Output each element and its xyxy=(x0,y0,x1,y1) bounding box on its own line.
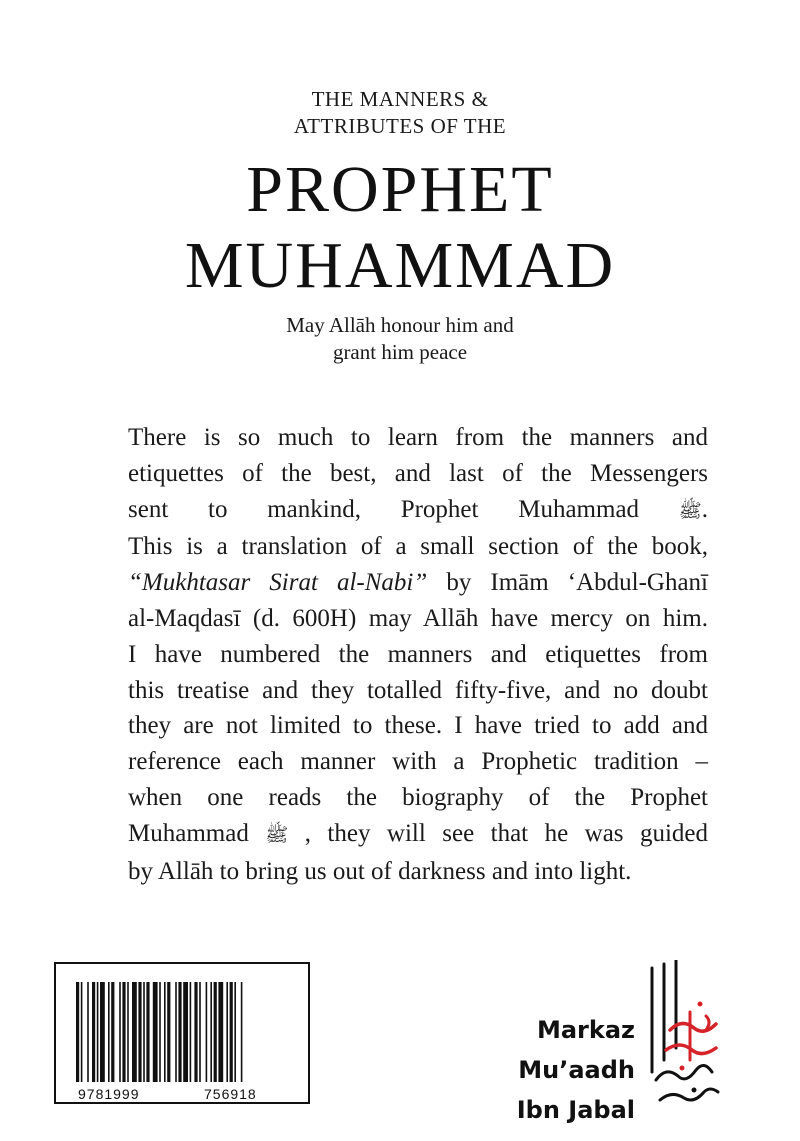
barcode-bar xyxy=(87,982,89,1082)
barcode-digits-left: 9781999 xyxy=(78,1086,140,1102)
isbn-barcode xyxy=(54,962,310,1104)
barcode-bar xyxy=(146,982,149,1082)
barcode-bars xyxy=(76,982,292,1082)
logo-red-stroke xyxy=(706,1016,709,1030)
description-line: by Allāh to bring us out of darkness and into light. xyxy=(128,857,632,885)
description-line xyxy=(128,492,708,530)
logo-dot xyxy=(692,1088,697,1093)
publisher-line-1: Markaz xyxy=(536,1016,635,1044)
barcode-bar xyxy=(167,982,170,1082)
logo-dot xyxy=(698,1002,703,1007)
barcode-bar xyxy=(175,982,177,1082)
barcode-bar xyxy=(218,982,223,1082)
barcode-bar xyxy=(241,982,243,1082)
barcode-bar xyxy=(190,982,192,1082)
book-title-italic: “Mukhtasar Sirat al-Nabi” xyxy=(128,569,428,597)
description-line: There is so much to learn from the manners and xyxy=(128,424,708,451)
barcode-bar xyxy=(143,982,145,1082)
barcode-bar xyxy=(92,982,95,1082)
description-text: . xyxy=(701,495,708,523)
description-line: al-Maqdasī (d. 600H) may Allāh have mercy on him. xyxy=(128,604,708,632)
barcode-bar xyxy=(214,982,217,1082)
description-line: when one reads the biography of the Prophet xyxy=(128,783,708,811)
description-text: sent to mankind, Prophet Muhammad xyxy=(128,495,640,523)
barcode-bar xyxy=(100,982,105,1082)
barcode-bar xyxy=(108,982,110,1082)
title-line-1: THE MANNERS & xyxy=(311,87,489,111)
description-line xyxy=(128,565,708,601)
barcode-bar xyxy=(210,982,212,1082)
barcode-bar xyxy=(199,982,201,1082)
publisher-line-3: Ibn Jabal xyxy=(516,1096,635,1124)
barcode-bar xyxy=(111,982,114,1082)
description-line: reference each manner with a Prophetic tradition – xyxy=(128,748,708,776)
barcode-bar xyxy=(132,982,137,1082)
barcode-bar xyxy=(230,982,233,1082)
title-main xyxy=(0,152,800,304)
barcode-bar xyxy=(226,982,228,1082)
publisher-calligraphy-logo xyxy=(630,960,730,1110)
logo-stroke xyxy=(660,1089,718,1100)
description xyxy=(128,420,708,889)
barcode-bar xyxy=(97,982,99,1082)
barcode-bar xyxy=(127,982,129,1082)
description-line xyxy=(128,816,708,854)
honorific-glyph: ﷺ xyxy=(265,823,289,846)
title-big-line-1: PROPHET xyxy=(246,153,554,226)
barcode-bar xyxy=(178,982,181,1082)
barcode-bar xyxy=(183,982,188,1082)
description-text: by Imām ‘Abdul-Ghanī xyxy=(427,569,708,597)
title-big-line-2: MUHAMMAD xyxy=(184,229,616,302)
barcode-bar xyxy=(206,982,208,1082)
honorific-glyph: ﷺ xyxy=(678,499,702,522)
description-line: they are not limited to these. I have tried to add and xyxy=(128,712,708,740)
barcode-bar xyxy=(159,982,161,1082)
barcode-bar xyxy=(119,982,121,1082)
barcode-bar xyxy=(194,982,197,1082)
subtitle-line-1: May Allāh honour him and xyxy=(286,313,514,337)
barcode-bar xyxy=(234,982,236,1082)
description-line: etiquettes of the best, and last of the Messengers xyxy=(128,459,708,487)
subtitle xyxy=(0,312,800,366)
subtitle-line-2: grant him peace xyxy=(332,340,468,364)
description-line: this treatise and they totalled fifty-five, and no doubt xyxy=(128,676,708,704)
barcode-bar xyxy=(81,982,83,1082)
barcode-bar xyxy=(153,982,158,1082)
title-small xyxy=(0,86,800,140)
description-text: Muhammad xyxy=(128,819,249,847)
description-line: I have numbered the manners and etiquettes from xyxy=(128,640,708,668)
barcode-bar xyxy=(138,982,141,1082)
barcode-bar xyxy=(76,982,79,1082)
barcode-bar xyxy=(122,982,125,1082)
logo-dot xyxy=(680,1066,685,1071)
description-text: , they will see that he was guided xyxy=(304,819,709,847)
title-line-2: ATTRIBUTES OF THE xyxy=(293,114,507,138)
barcode-bar xyxy=(164,982,166,1082)
barcode-digits-right: 756918 xyxy=(204,1086,257,1102)
description-line: This is a translation of a small section of the book, xyxy=(128,533,708,561)
publisher-line-2: Mu’aadh xyxy=(518,1056,635,1084)
publisher-name xyxy=(505,1010,635,1130)
